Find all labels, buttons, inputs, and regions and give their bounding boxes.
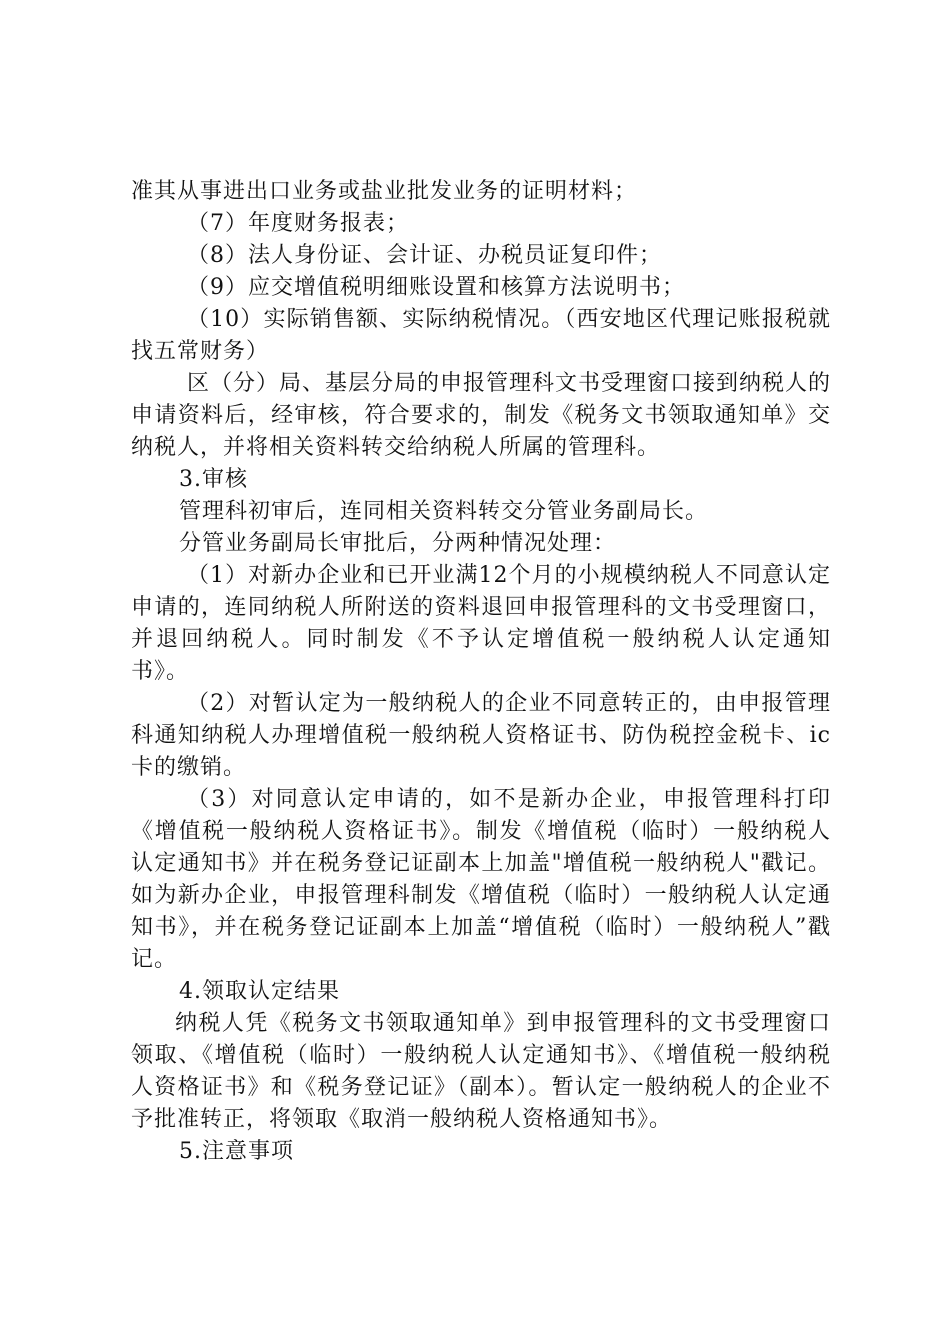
case-item-2: （2）对暂认定为一般纳税人的企业不同意转正的，由申报管理科通知纳税人办理增值税一般纳税人资格证书、防伪税控金税卡、ic卡的缴销。 bbox=[131, 691, 831, 780]
list-item-8: （8）法人身份证、会计证、办税员证复印件； bbox=[187, 243, 662, 268]
section-heading-results: 4.领取认定结果 bbox=[179, 979, 340, 1004]
paragraph-continuation: 准其从事进出口业务或盐业批发业务的证明材料； bbox=[131, 179, 638, 204]
list-item-7: （7）年度财务报表； bbox=[187, 211, 409, 236]
paragraph-approval: 分管业务副局长审批后，分两种情况处理： bbox=[179, 531, 617, 556]
paragraph-initial-review: 管理科初审后，连同相关资料转交分管业务副局长。 bbox=[179, 499, 709, 524]
section-heading-review: 3.审核 bbox=[179, 467, 248, 492]
case-item-3: （3）对同意认定申请的，如不是新办企业，申报管理科打印《增值税一般纳税人资格证书》。制发《增值税（临时）一般纳税人认定通知书》并在税务登记证副本上加盖"增值税一般纳税人"戳记。如为新办企业，申报管理科制发《增值税（临时）一般纳税人认定通知书》，并在税务登记证副本上加盖“增值税（临时）一般纳税人”戳记。 bbox=[131, 787, 831, 972]
paragraph-results: 纳税人凭《税务文书领取通知单》到申报管理科的文书受理窗口领取、《增值税（临时）一般纳税人认定通知书》、《增值税一般纳税人资格证书》和《税务登记证》（副本）。暂认定一般纳税人的企业不予批准转正，将领取《取消一般纳税人资格通知书》。 bbox=[131, 1011, 831, 1132]
paragraph-acceptance: 区（分）局、基层分局的申报管理科文书受理窗口接到纳税人的申请资料后，经审核，符合要求的，制发《税务文书领取通知单》交纳税人，并将相关资料转交给纳税人所属的管理科。 bbox=[131, 371, 832, 460]
list-item-9: （9）应交增值税明细账设置和核算方法说明书； bbox=[187, 275, 685, 300]
list-item-10: （10）实际销售额、实际纳税情况。（西安地区代理记账报税就找五常财务） bbox=[131, 307, 831, 364]
document-body bbox=[131, 176, 831, 1168]
case-item-1: （1）对新办企业和已开业满12个月的小规模纳税人不同意认定申请的，连同纳税人所附送的资料退回申报管理科的文书受理窗口，并退回纳税人。同时制发《不予认定增值税一般纳税人认定通知书》。 bbox=[131, 563, 831, 684]
section-heading-notes: 5.注意事项 bbox=[179, 1139, 294, 1164]
